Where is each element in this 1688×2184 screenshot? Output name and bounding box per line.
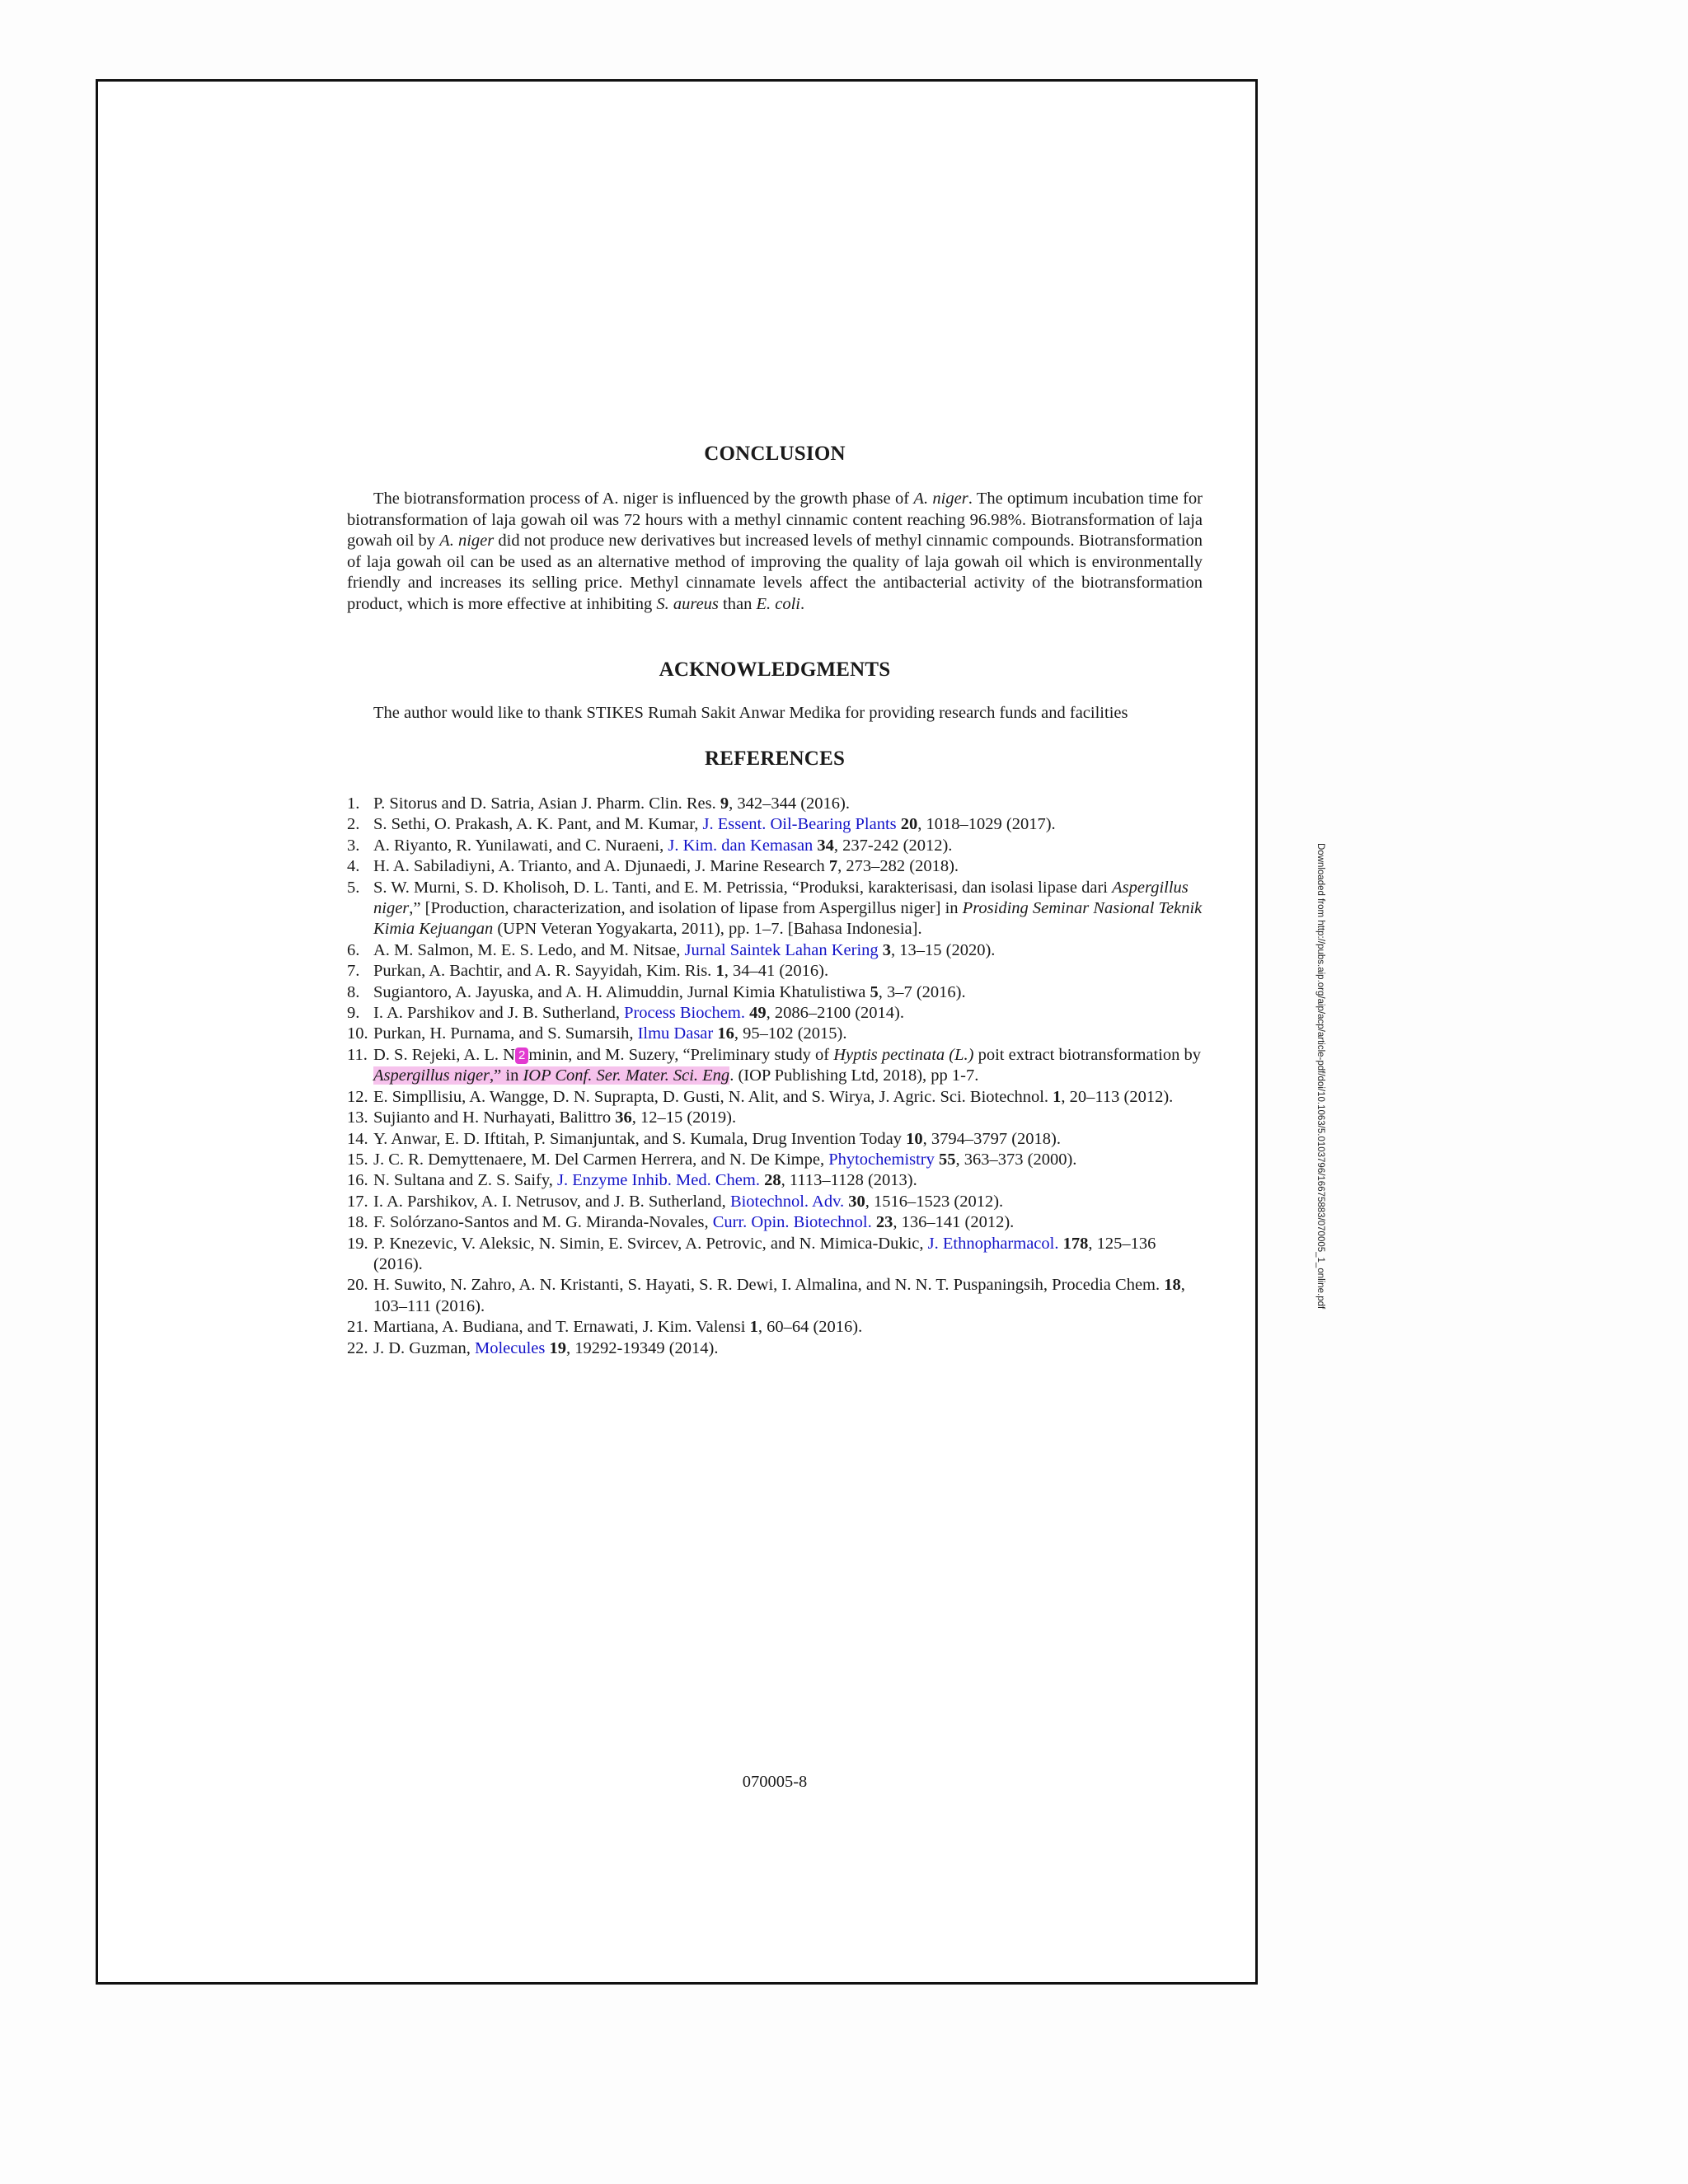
acknowledgments-paragraph: The author would like to thank STIKES Rumah Sakit Anwar Medika for providing research funds and facilities xyxy=(373,704,1128,722)
text-run: , 60–64 (2016). xyxy=(757,1318,863,1337)
text-run: F. Solórzano-Santos and M. G. Miranda-Novales, xyxy=(373,1213,713,1232)
text-run: E. Simpllisiu, A. Wangge, D. N. Suprapta, D. Gusti, N. Alit, and S. Wirya, J. Agric. Sci. Biotechnol. xyxy=(373,1087,1053,1106)
reference-item xyxy=(347,1129,1203,1150)
text-run: , 34–41 (2016). xyxy=(724,962,829,981)
text-run: , 13–15 (2020). xyxy=(891,940,996,959)
text-run: , 20–113 (2012). xyxy=(1061,1087,1174,1106)
reference-number: 11. xyxy=(347,1045,368,1064)
volume: 5 xyxy=(870,982,879,1001)
text-run: P. Sitorus and D. Satria, Asian J. Pharm. Clin. Res. xyxy=(373,794,720,813)
volume: 49 xyxy=(744,1004,767,1023)
text-run: , 1018–1029 (2017). xyxy=(917,815,1056,834)
text-run: The biotransformation process of A. niger is influenced by the growth phase of xyxy=(373,490,914,508)
text-run: , 3794–3797 (2018). xyxy=(922,1129,1061,1148)
reference-number: 6. xyxy=(347,940,360,959)
species-name: S. aureus xyxy=(656,594,719,613)
volume: 28 xyxy=(759,1171,781,1190)
reference-number: 16. xyxy=(347,1171,368,1190)
journal-link[interactable]: Jurnal Saintek Lahan Kering xyxy=(684,940,879,959)
journal-link[interactable]: Biotechnol. Adv. xyxy=(729,1192,845,1211)
text-run: Sugiantoro, A. Jayuska, and A. H. Alimuddin, Jurnal Kimia Khatulistiwa xyxy=(373,982,870,1001)
volume: 19 xyxy=(545,1338,567,1357)
text-run: S. Sethi, O. Prakash, A. K. Pant, and M. Kumar, xyxy=(373,815,703,834)
text-run: , 95–102 (2015). xyxy=(734,1024,847,1043)
reference-item xyxy=(347,1108,1203,1128)
reference-item xyxy=(347,982,1203,1003)
text-run: , 273–282 (2018). xyxy=(837,857,959,876)
download-source-text: Downloaded from http://pubs.aip.org/aip/acp/article-pdf/doi/10.1063/5.0103796/16675883/070005_1_online.pdf xyxy=(1315,843,1325,1310)
reference-item xyxy=(347,961,1203,982)
text-run: H. A. Sabiladiyni, A. Trianto, and A. Djunaedi, J. Marine Research xyxy=(373,857,829,876)
journal-link[interactable]: Process Biochem. xyxy=(624,1004,745,1023)
document-page xyxy=(96,79,1325,1985)
text-run: Sujianto and H. Nurhayati, Balittro xyxy=(373,1108,616,1127)
text-run: , 103–111 (2016). xyxy=(373,1276,1185,1315)
species-name: A. niger xyxy=(913,490,968,508)
species-name: E. coli xyxy=(756,594,800,613)
text-run: did not produce new derivatives but increased levels of methyl cinnamic compounds. Biotransformation of laja gowah oil can be used as an alternative method of improving the quality of laja gowah oil which is environmentally friendly and increases its selling price. Methyl cinnamate levels affect the antibacterial activity of the biotransformation product, which is more effective at inhibiting xyxy=(347,532,1203,613)
text-run: S. W. Murni, S. D. Kholisoh, D. L. Tanti, and E. M. Petrissia, “Produksi, karakterisasi, dan isolasi lipase dari xyxy=(373,878,1113,897)
species-name: Aspergillus niger xyxy=(373,1066,490,1085)
volume: 30 xyxy=(844,1192,865,1211)
text-run: Y. Anwar, E. D. Iftitah, P. Simanjuntak, and S. Kumala, Drug Invention Today xyxy=(373,1129,907,1148)
journal-link[interactable]: J. Kim. dan Kemasan xyxy=(668,836,814,855)
reference-number: 17. xyxy=(347,1192,368,1211)
text-run: D. S. Rejeki, A. L. N xyxy=(373,1045,515,1064)
volume: 36 xyxy=(615,1108,632,1127)
text-run: A. Riyanto, R. Yunilawati, and C. Nuraeni, xyxy=(373,836,668,855)
reference-item xyxy=(347,1045,1203,1087)
text-run: , 2086–2100 (2014). xyxy=(766,1004,905,1023)
reference-number: 9. xyxy=(347,1004,360,1023)
reference-item xyxy=(347,794,1203,814)
volume: 1 xyxy=(749,1318,758,1337)
journal-title: IOP Conf. Ser. Mater. Sci. Eng xyxy=(523,1066,730,1085)
text-run: , 19292-19349 (2014). xyxy=(566,1338,719,1357)
reference-item xyxy=(347,1003,1203,1024)
text-run: , 136–141 (2012). xyxy=(893,1213,1015,1232)
volume: 9 xyxy=(720,794,729,813)
journal-link[interactable]: Curr. Opin. Biotechnol. xyxy=(712,1213,872,1232)
reference-number: 10. xyxy=(347,1024,368,1043)
volume: 18 xyxy=(1164,1276,1181,1295)
proceedings-title: Prosiding Seminar Nasional Teknik Kimia Kejuangan xyxy=(373,899,1203,939)
reference-number: 14. xyxy=(347,1129,368,1148)
text-run: I. A. Parshikov, A. I. Netrusov, and J. B. Sutherland, xyxy=(373,1192,730,1211)
reference-item xyxy=(347,1150,1203,1170)
journal-link[interactable]: J. Essent. Oil-Bearing Plants xyxy=(702,815,897,834)
text-run: J. C. R. Demyttenaere, M. Del Carmen Herrera, and N. De Kimpe, xyxy=(373,1150,829,1169)
text-run: poit extract biotransformation by xyxy=(973,1045,1202,1064)
reference-number: 2. xyxy=(347,815,360,834)
text-run: P. Knezevic, V. Aleksic, N. Simin, E. Svircev, A. Petrovic, and N. Mimica-Dukic, xyxy=(373,1234,928,1253)
species-name: Aspergillus niger xyxy=(373,878,1189,918)
journal-link[interactable]: J. Ethnopharmacol. xyxy=(927,1234,1059,1253)
text-run: , 1113–1128 (2013). xyxy=(781,1171,917,1190)
reference-number: 7. xyxy=(347,962,360,981)
text-run: Purkan, H. Purnama, and S. Sumarsih, xyxy=(373,1024,638,1043)
text-run: ,” [Production, characterization, and isolation of lipase from Aspergillus niger] in xyxy=(409,899,963,918)
text-run: , 237-242 (2012). xyxy=(833,836,953,855)
reference-list xyxy=(347,794,1203,1359)
annotation-marker[interactable]: 2 xyxy=(515,1047,528,1064)
reference-item xyxy=(347,1170,1203,1191)
species-name: Hyptis pectinata (L.) xyxy=(833,1045,974,1064)
reference-item xyxy=(347,878,1203,940)
text-run: Martiana, A. Budiana, and T. Ernawati, J. Kim. Valensi xyxy=(373,1318,750,1337)
text-run: I. A. Parshikov and J. B. Sutherland, xyxy=(373,1004,625,1023)
reference-item xyxy=(347,814,1203,835)
reference-item xyxy=(347,1024,1203,1044)
volume: 7 xyxy=(828,857,838,876)
reference-item xyxy=(347,856,1203,877)
reference-item xyxy=(347,1212,1203,1233)
reference-number: 8. xyxy=(347,982,360,1001)
text-run: . xyxy=(799,594,805,613)
volume: 23 xyxy=(871,1213,893,1232)
text-run: N. Sultana and Z. S. Saify, xyxy=(373,1171,558,1190)
volume: 178 xyxy=(1058,1234,1089,1253)
reference-number: 1. xyxy=(347,794,360,813)
reference-number: 5. xyxy=(347,878,360,897)
text-run: . (IOP Publishing Ltd, 2018), pp 1-7. xyxy=(729,1066,979,1085)
download-source-note xyxy=(1312,843,1329,1371)
volume: 55 xyxy=(934,1150,956,1169)
text-run: minin, and M. Suzery, “Preliminary study of xyxy=(528,1045,834,1064)
volume: 1 xyxy=(1053,1087,1062,1106)
text-run: , 1516–1523 (2012). xyxy=(865,1192,1004,1211)
reference-number: 12. xyxy=(347,1087,368,1106)
highlighted-text[interactable] xyxy=(373,1066,729,1085)
text-run: , 363–373 (2000). xyxy=(955,1150,1077,1169)
text-run: , 342–344 (2016). xyxy=(729,794,850,813)
reference-number: 18. xyxy=(347,1213,368,1232)
conclusion-paragraph xyxy=(347,489,1203,616)
reference-item xyxy=(347,1234,1203,1276)
journal-link[interactable]: Molecules xyxy=(474,1338,546,1357)
text-run: A. M. Salmon, M. E. S. Ledo, and M. Nitsae, xyxy=(373,940,685,959)
text-run: . The optimum incubation time for biotransformation of laja gowah oil was 72 hours with a methyl cinnamic content reaching 96.98%. Biotransformation of laja gowah oil by xyxy=(347,490,1203,551)
volume: 16 xyxy=(713,1024,734,1043)
reference-item xyxy=(347,1087,1203,1108)
journal-link[interactable]: Ilmu Dasar xyxy=(637,1024,714,1043)
reference-item xyxy=(347,940,1203,961)
references-heading: REFERENCES xyxy=(704,748,846,770)
text-run: , 3–7 (2016). xyxy=(878,982,966,1001)
volume: 1 xyxy=(715,962,724,981)
reference-number: 3. xyxy=(347,836,360,855)
species-name: A. niger xyxy=(439,532,495,551)
text-run: Purkan, A. Bachtir, and A. R. Sayyidah, Kim. Ris. xyxy=(373,962,716,981)
reference-number: 21. xyxy=(347,1318,368,1337)
page-number: 070005-8 xyxy=(742,1773,808,1791)
reference-number: 15. xyxy=(347,1150,368,1169)
reference-number: 19. xyxy=(347,1234,368,1253)
reference-item xyxy=(347,836,1203,856)
volume: 34 xyxy=(817,836,834,855)
volume: 10 xyxy=(906,1129,923,1148)
reference-number: 13. xyxy=(347,1108,368,1127)
text-run: , 125–136 (2016). xyxy=(373,1234,1156,1273)
text-run: (UPN Veteran Yogyakarta, 2011), pp. 1–7. [Bahasa Indonesia]. xyxy=(493,920,922,939)
text-run: J. D. Guzman, xyxy=(373,1338,475,1357)
reference-number: 20. xyxy=(347,1276,368,1295)
volume: 3 xyxy=(882,940,892,959)
reference-item xyxy=(347,1275,1203,1317)
text-run: ,” in xyxy=(490,1066,523,1085)
reference-item xyxy=(347,1317,1203,1338)
reference-number: 22. xyxy=(347,1338,368,1357)
text-run: , 12–15 (2019). xyxy=(631,1108,737,1127)
conclusion-heading: CONCLUSION xyxy=(704,443,846,465)
reference-item xyxy=(347,1338,1203,1359)
acknowledgments-heading: ACKNOWLEDGMENTS xyxy=(659,658,891,681)
journal-link[interactable]: J. Enzyme Inhib. Med. Chem. xyxy=(557,1171,760,1190)
volume: 20 xyxy=(900,815,918,834)
journal-link[interactable]: Phytochemistry xyxy=(828,1150,935,1169)
reference-number: 4. xyxy=(347,857,360,876)
text-run: than xyxy=(718,594,757,613)
text-run: H. Suwito, N. Zahro, A. N. Kristanti, S. Hayati, S. R. Dewi, I. Almalina, and N. N. T. Puspaningsih, Procedia Chem. xyxy=(373,1276,1165,1295)
reference-item xyxy=(347,1192,1203,1212)
